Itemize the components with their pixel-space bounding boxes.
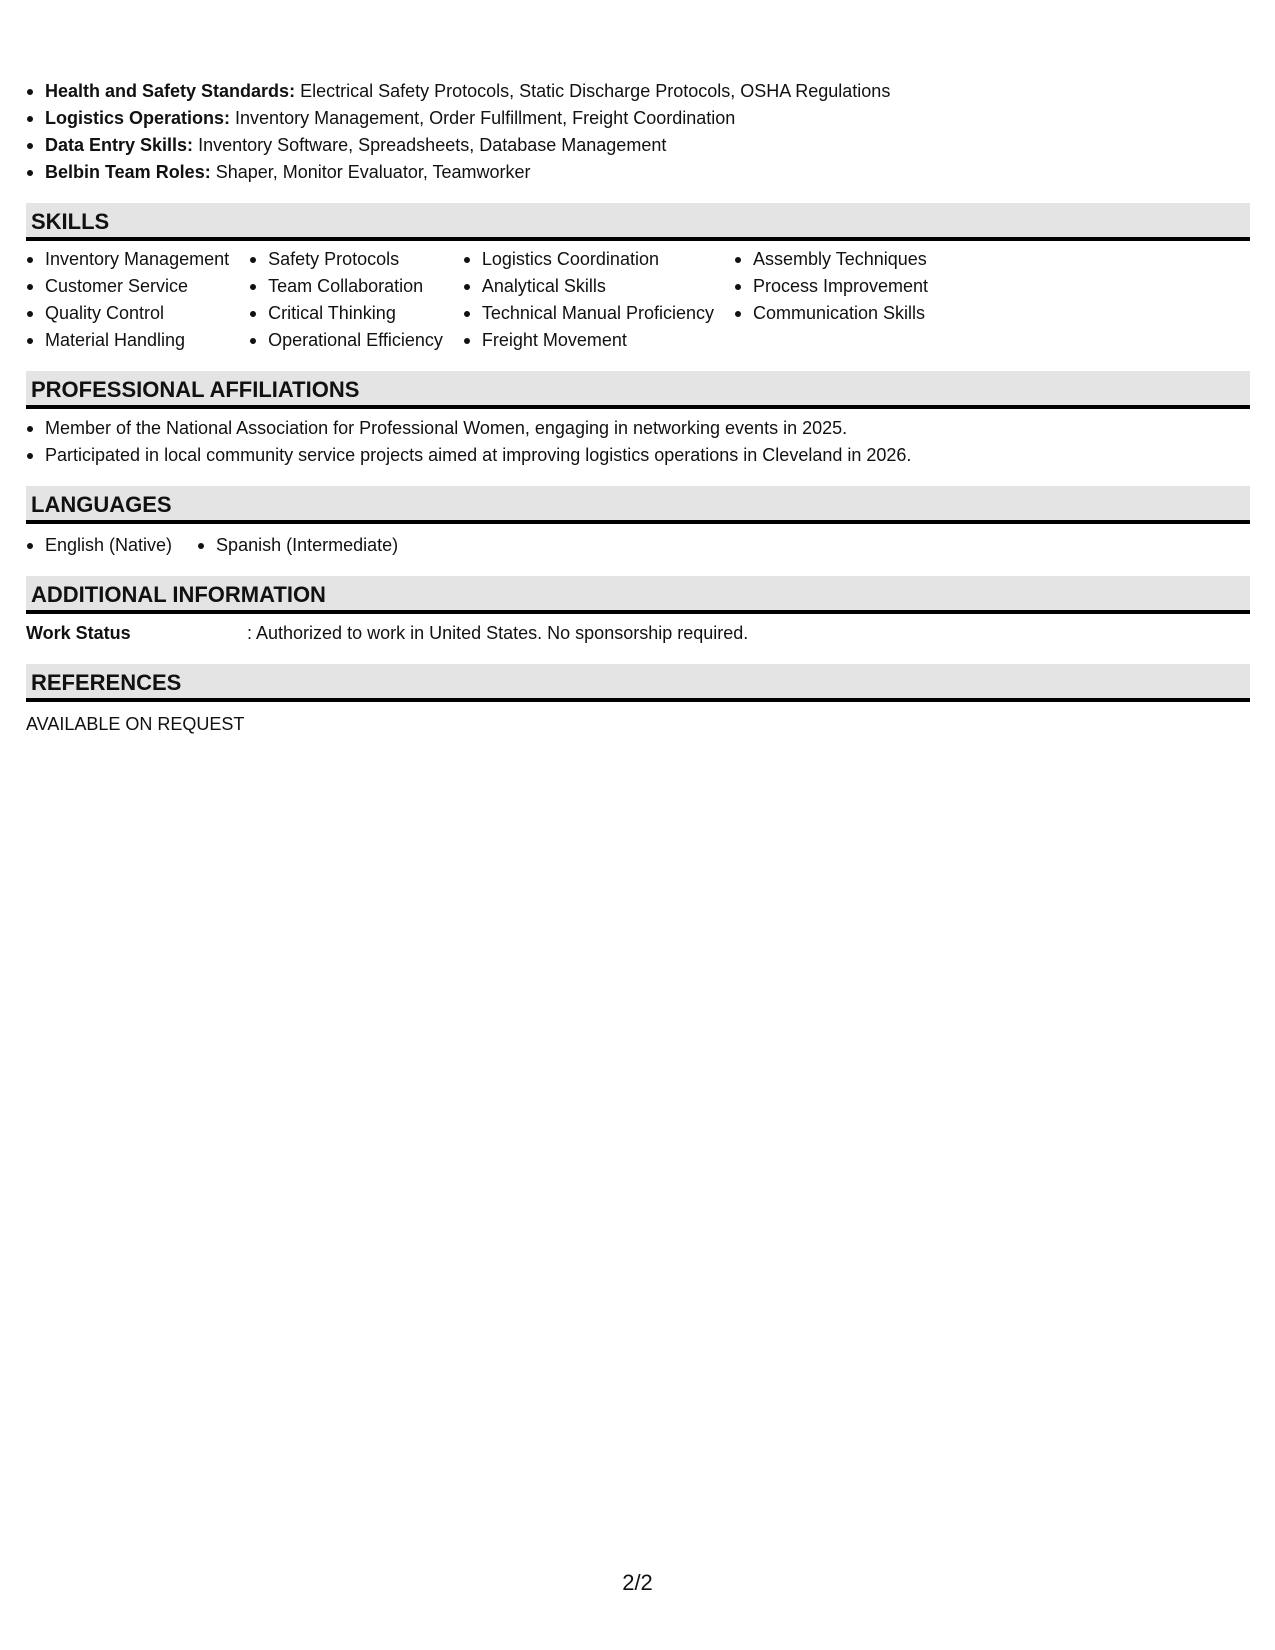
skill-item: Customer Service <box>26 273 229 300</box>
skill-item: Logistics Coordination <box>463 246 714 273</box>
affiliation-item: Member of the National Association for Professional Women, engaging in networking events in 2025. <box>26 415 1250 442</box>
work-status-value: : Authorized to work in United States. No sponsorship required. <box>247 623 749 643</box>
work-status-label: Work Status <box>26 623 131 643</box>
references-text: AVAILABLE ON REQUEST <box>26 714 245 734</box>
item-text: Inventory Management, Order Fulfillment, Freight Coordination <box>230 108 736 128</box>
skill-item: Operational Efficiency <box>249 327 443 354</box>
list-item <box>26 132 1250 159</box>
skill-item: Safety Protocols <box>249 246 443 273</box>
work-status-row <box>26 614 1250 647</box>
skill-item: Inventory Management <box>26 246 229 273</box>
item-text: Shaper, Monitor Evaluator, Teamworker <box>210 162 531 182</box>
skill-item: Communication Skills <box>734 300 928 327</box>
skill-item: Critical Thinking <box>249 300 443 327</box>
item-text: Inventory Software, Spreadsheets, Database Management <box>193 135 667 155</box>
language-item: Spanish (Intermediate) <box>197 532 398 559</box>
skills-grid <box>26 241 1250 354</box>
skill-item: Process Improvement <box>734 273 928 300</box>
skills-column <box>26 246 229 354</box>
references-heading: REFERENCES <box>26 664 1250 702</box>
affiliations-heading: PROFESSIONAL AFFILIATIONS <box>26 371 1250 409</box>
skill-item: Analytical Skills <box>463 273 714 300</box>
page-number: 2/2 <box>622 1570 653 1595</box>
skills-heading: SKILLS <box>26 203 1250 241</box>
item-label: Belbin Team Roles: <box>45 162 211 182</box>
skills-column <box>734 246 928 354</box>
skills-column <box>463 246 714 354</box>
resume-page <box>26 78 1250 738</box>
item-text: Electrical Safety Protocols, Static Discharge Protocols, OSHA Regulations <box>295 81 891 101</box>
list-item <box>26 105 1250 132</box>
languages-list <box>26 524 1250 559</box>
core-competencies-list <box>26 78 1250 186</box>
language-item: English (Native) <box>26 532 172 559</box>
item-label: Health and Safety Standards: <box>45 81 296 101</box>
skill-item: Material Handling <box>26 327 229 354</box>
list-item <box>26 159 1250 186</box>
languages-heading: LANGUAGES <box>26 486 1250 524</box>
affiliations-list <box>26 409 1250 469</box>
skills-column <box>249 246 443 354</box>
list-item <box>26 78 1250 105</box>
skill-item: Team Collaboration <box>249 273 443 300</box>
skill-item: Quality Control <box>26 300 229 327</box>
additional-info-heading: ADDITIONAL INFORMATION <box>26 576 1250 614</box>
affiliation-item: Participated in local community service projects aimed at improving logistics operations in Cleveland in 2026. <box>26 442 1250 469</box>
item-label: Data Entry Skills: <box>45 135 194 155</box>
item-label: Logistics Operations: <box>45 108 231 128</box>
skill-item: Assembly Techniques <box>734 246 928 273</box>
skill-item: Freight Movement <box>463 327 714 354</box>
skill-item: Technical Manual Proficiency <box>463 300 714 327</box>
